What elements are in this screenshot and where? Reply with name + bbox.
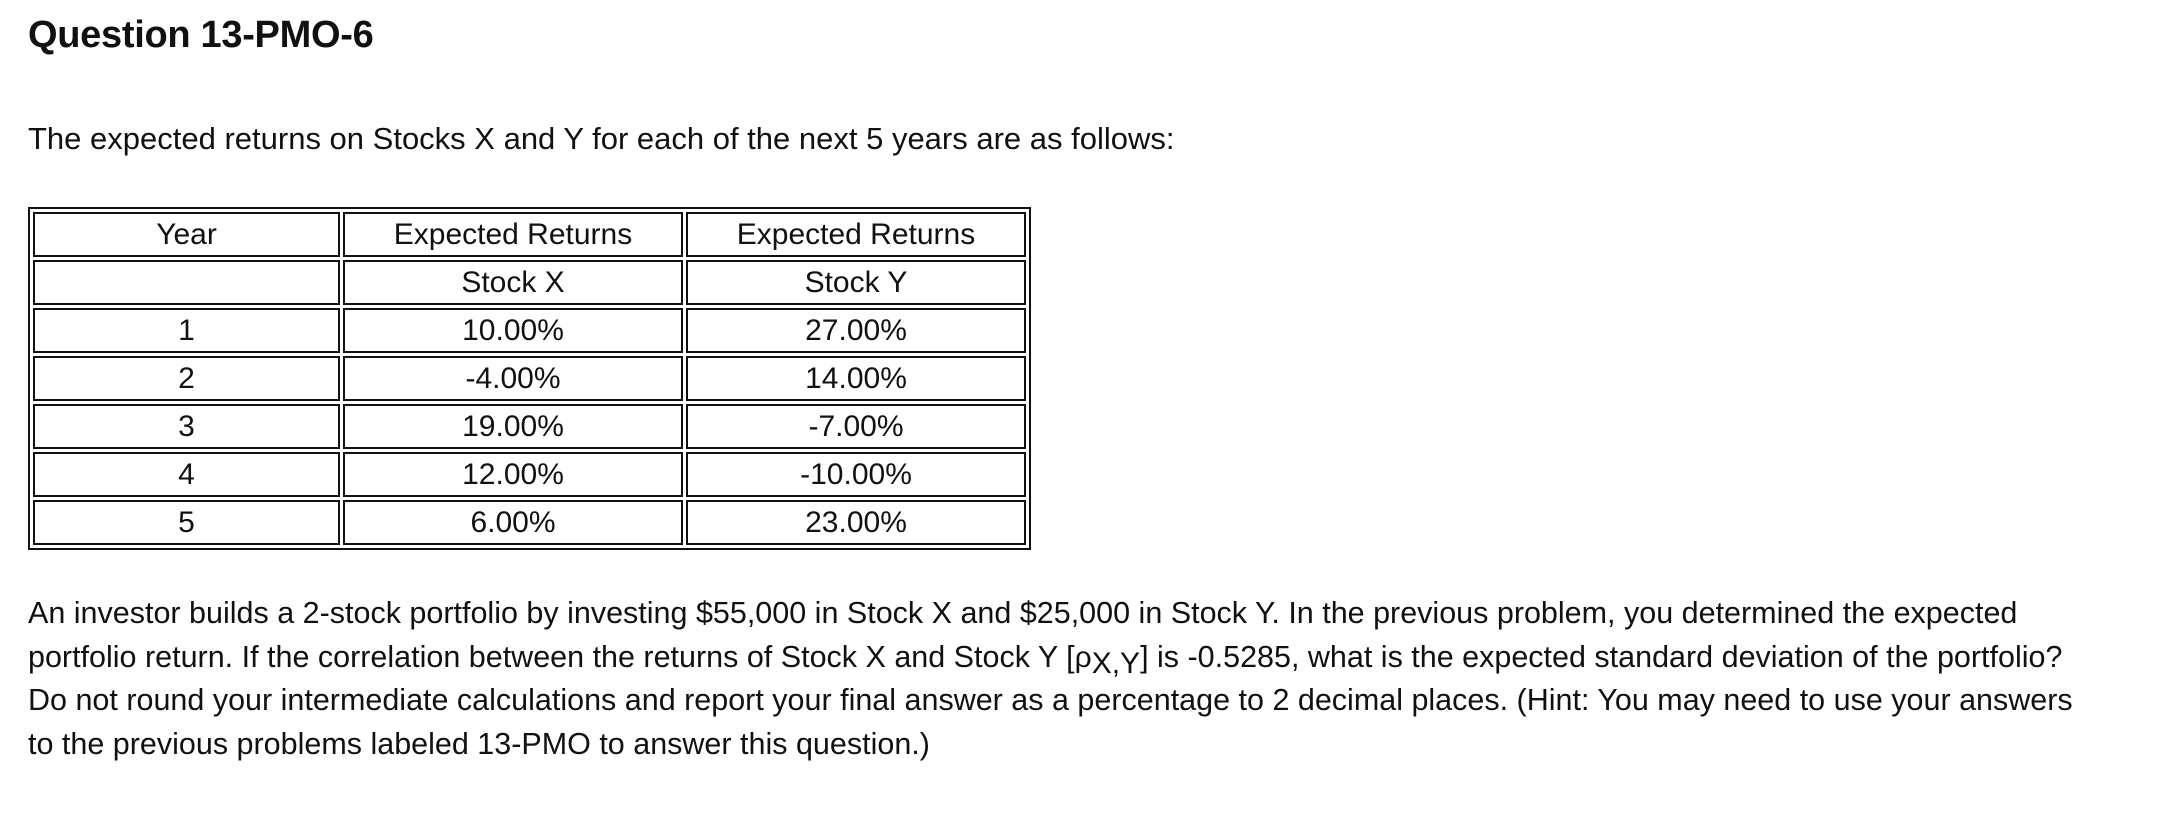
intro-text: The expected returns on Stocks X and Y for each of the next 5 years are as follows:	[28, 121, 1175, 156]
cell-year: 3	[33, 404, 340, 449]
header-year: Year	[33, 212, 340, 257]
table-subheader-row	[33, 260, 1026, 305]
table-row	[33, 452, 1026, 497]
header-expected-returns-x: Expected Returns	[343, 212, 683, 257]
question-line-4: to the previous problems labeled 13-PMO to answer this question.)	[28, 726, 930, 761]
question-line-2	[28, 636, 2168, 680]
cell-stock-x: 10.00%	[343, 308, 683, 353]
expected-returns-table	[28, 207, 1031, 550]
header-expected-returns-y: Expected Returns	[686, 212, 1026, 257]
subheader-year	[33, 260, 340, 305]
cell-year: 1	[33, 308, 340, 353]
cell-stock-y: -10.00%	[686, 452, 1026, 497]
question-line-3: Do not round your intermediate calculations and report your final answer as a percentage to 2 decimal places. (Hint: You may need to use your answers	[28, 683, 2073, 717]
cell-stock-x: -4.00%	[343, 356, 683, 401]
question-text	[28, 592, 2168, 766]
question-line-2-start: portfolio return. If the correlation between the returns of Stock X and Stock Y [	[28, 639, 1075, 674]
rho-symbol: ρ	[1074, 640, 1092, 674]
cell-stock-y: 23.00%	[686, 500, 1026, 545]
cell-stock-y: -7.00%	[686, 404, 1026, 449]
subheader-stock-x: Stock X	[343, 260, 683, 305]
cell-year: 4	[33, 452, 340, 497]
table-row	[33, 308, 1026, 353]
table-row	[33, 356, 1026, 401]
cell-stock-x: 12.00%	[343, 452, 683, 497]
question-line-1: An investor builds a 2-stock portfolio by investing $55,000 in Stock X and $25,000 in Stock Y. In the previous problem, you determined the expected	[28, 596, 2018, 630]
subheader-stock-y: Stock Y	[686, 260, 1026, 305]
table-header-row	[33, 212, 1026, 257]
cell-year: 5	[33, 500, 340, 545]
cell-stock-x: 6.00%	[343, 500, 683, 545]
cell-year: 2	[33, 356, 340, 401]
question-line-2-end: ] is -0.5285, what is the expected standard deviation of the portfolio?	[1140, 639, 2063, 674]
cell-stock-x: 19.00%	[343, 404, 683, 449]
table-row	[33, 500, 1026, 545]
table-row	[33, 404, 1026, 449]
cell-stock-y: 14.00%	[686, 356, 1026, 401]
cell-stock-y: 27.00%	[686, 308, 1026, 353]
rho-subscript: X,Y	[1091, 646, 1141, 680]
question-title: Question 13-PMO-6	[28, 14, 374, 56]
